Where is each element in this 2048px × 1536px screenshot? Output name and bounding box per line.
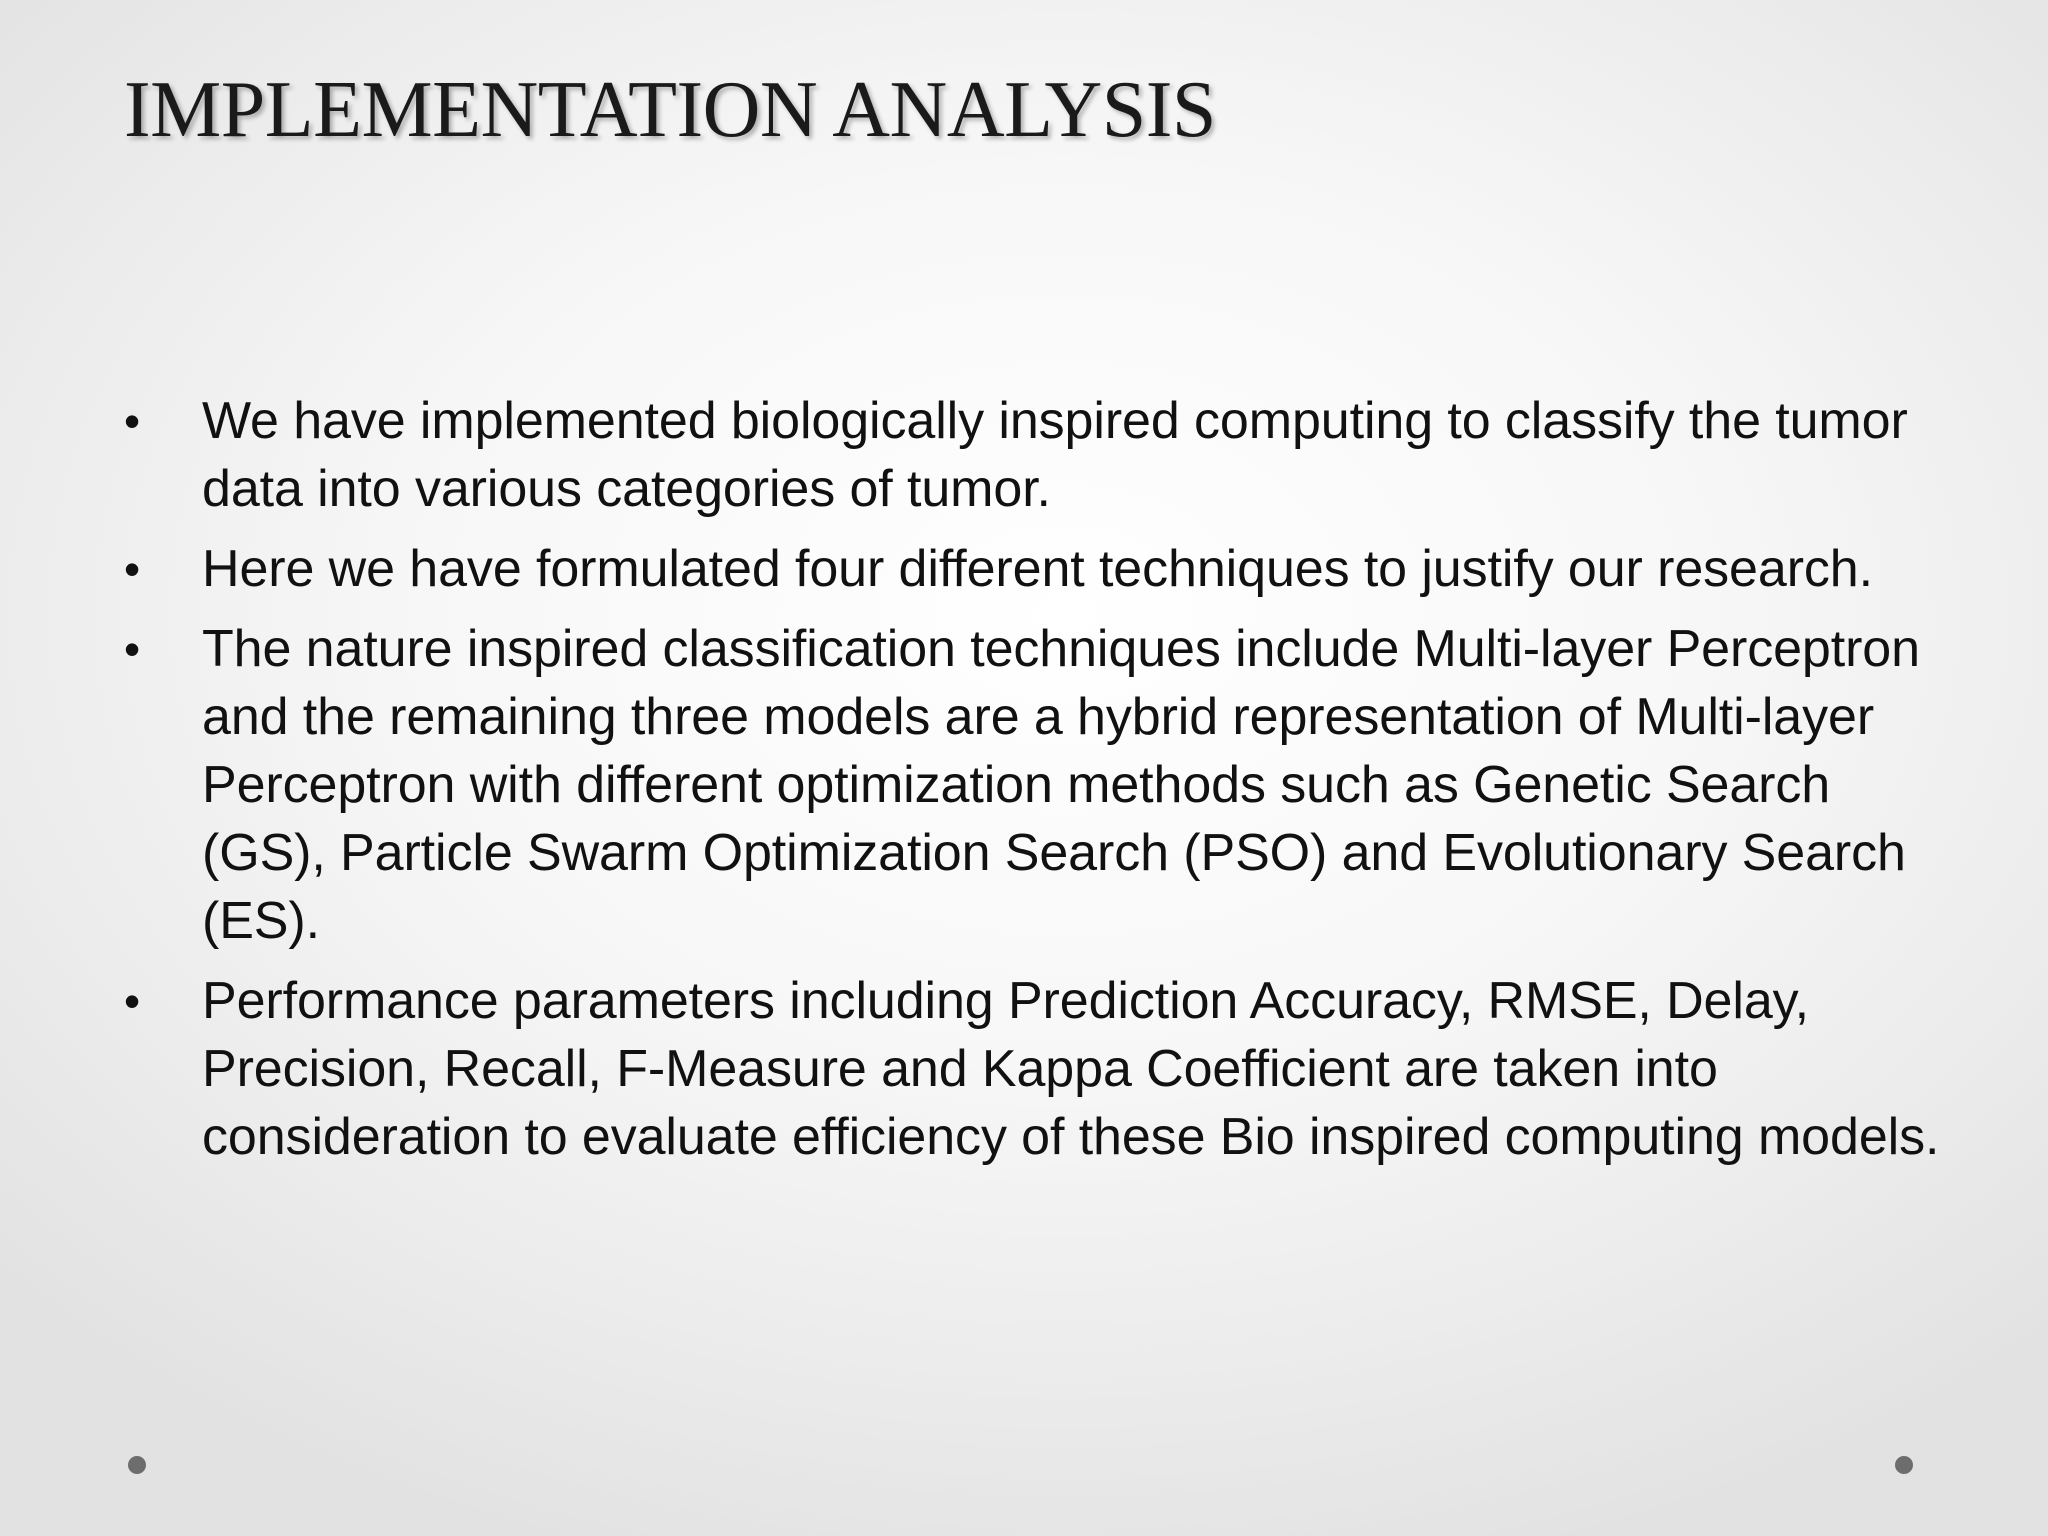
bullet-marker: • xyxy=(124,543,141,595)
bullet-item-1 xyxy=(122,387,1942,523)
bullet-marker: • xyxy=(124,975,141,1027)
slide-title: IMPLEMENTATION ANALYSIS xyxy=(124,66,1216,154)
bullet-text: Performance parameters including Prediction Accuracy, RMSE, Delay, Precision, Recall, F-Measure and Kappa Coefficient are taken into consideration to evaluate efficiency of these Bio inspired computing models. xyxy=(202,972,1940,1166)
bullet-text: Here we have formulated four different techniques to justify our research. xyxy=(202,540,1873,598)
bullet-text: We have implemented biologically inspired computing to classify the tumor data into various categories of tumor. xyxy=(202,392,1908,518)
bullet-item-4 xyxy=(122,967,1942,1171)
bullet-marker: • xyxy=(124,623,141,675)
bullet-marker: • xyxy=(124,395,141,447)
decorative-dot-right xyxy=(1895,1456,1913,1474)
decorative-dot-left xyxy=(128,1456,146,1474)
bullet-item-2 xyxy=(122,535,1942,603)
bullet-item-3 xyxy=(122,615,1942,955)
bullet-text: The nature inspired classification techniques include Multi-layer Perceptron and the remaining three models are a hybrid representation of Multi-layer Perceptron with different optimization methods such as Genetic Search (GS), Particle Swarm Optimization Search (PSO) and Evolutionary Search (ES). xyxy=(202,620,1920,950)
bullet-list xyxy=(122,387,1942,1183)
